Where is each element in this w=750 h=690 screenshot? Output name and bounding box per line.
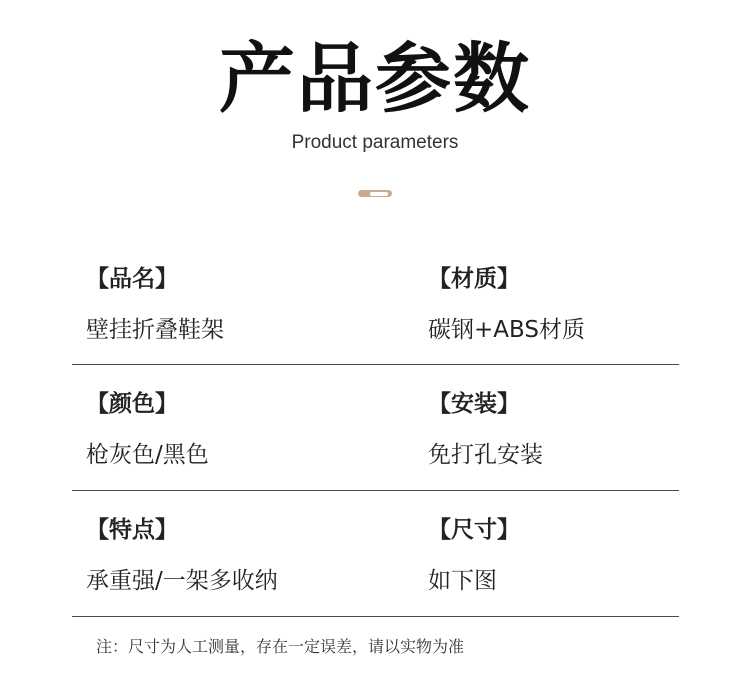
param-label-install: 【安装】 (428, 391, 520, 417)
param-label-feature: 【特点】 (86, 517, 178, 543)
param-label-color: 【颜色】 (86, 391, 178, 417)
param-value-feature: 承重强/一架多收纳 (86, 568, 278, 594)
param-label-material: 【材质】 (428, 266, 520, 292)
param-value-color: 枪灰色/黑色 (86, 442, 209, 468)
decorative-pill-divider (358, 190, 392, 197)
page-subtitle: Product parameters (291, 132, 459, 153)
param-value-install: 免打孔安装 (428, 442, 543, 468)
param-value-material: 碳钢+ABS材质 (428, 317, 585, 343)
param-label-name: 【品名】 (86, 266, 178, 292)
param-row-name-material (72, 240, 679, 365)
parameters-table (72, 240, 679, 617)
page-title: 产品参数 (219, 34, 531, 123)
param-row-color-install (72, 365, 679, 491)
param-label-size: 【尺寸】 (428, 517, 520, 543)
param-row-feature-size (72, 491, 679, 617)
pill-divider-inner (370, 192, 388, 196)
param-value-size: 如下图 (428, 568, 497, 594)
measurement-note: 注：尺寸为人工测量，存在一定误差，请以实物为准 (96, 637, 465, 656)
param-value-name: 壁挂折叠鞋架 (86, 317, 224, 343)
